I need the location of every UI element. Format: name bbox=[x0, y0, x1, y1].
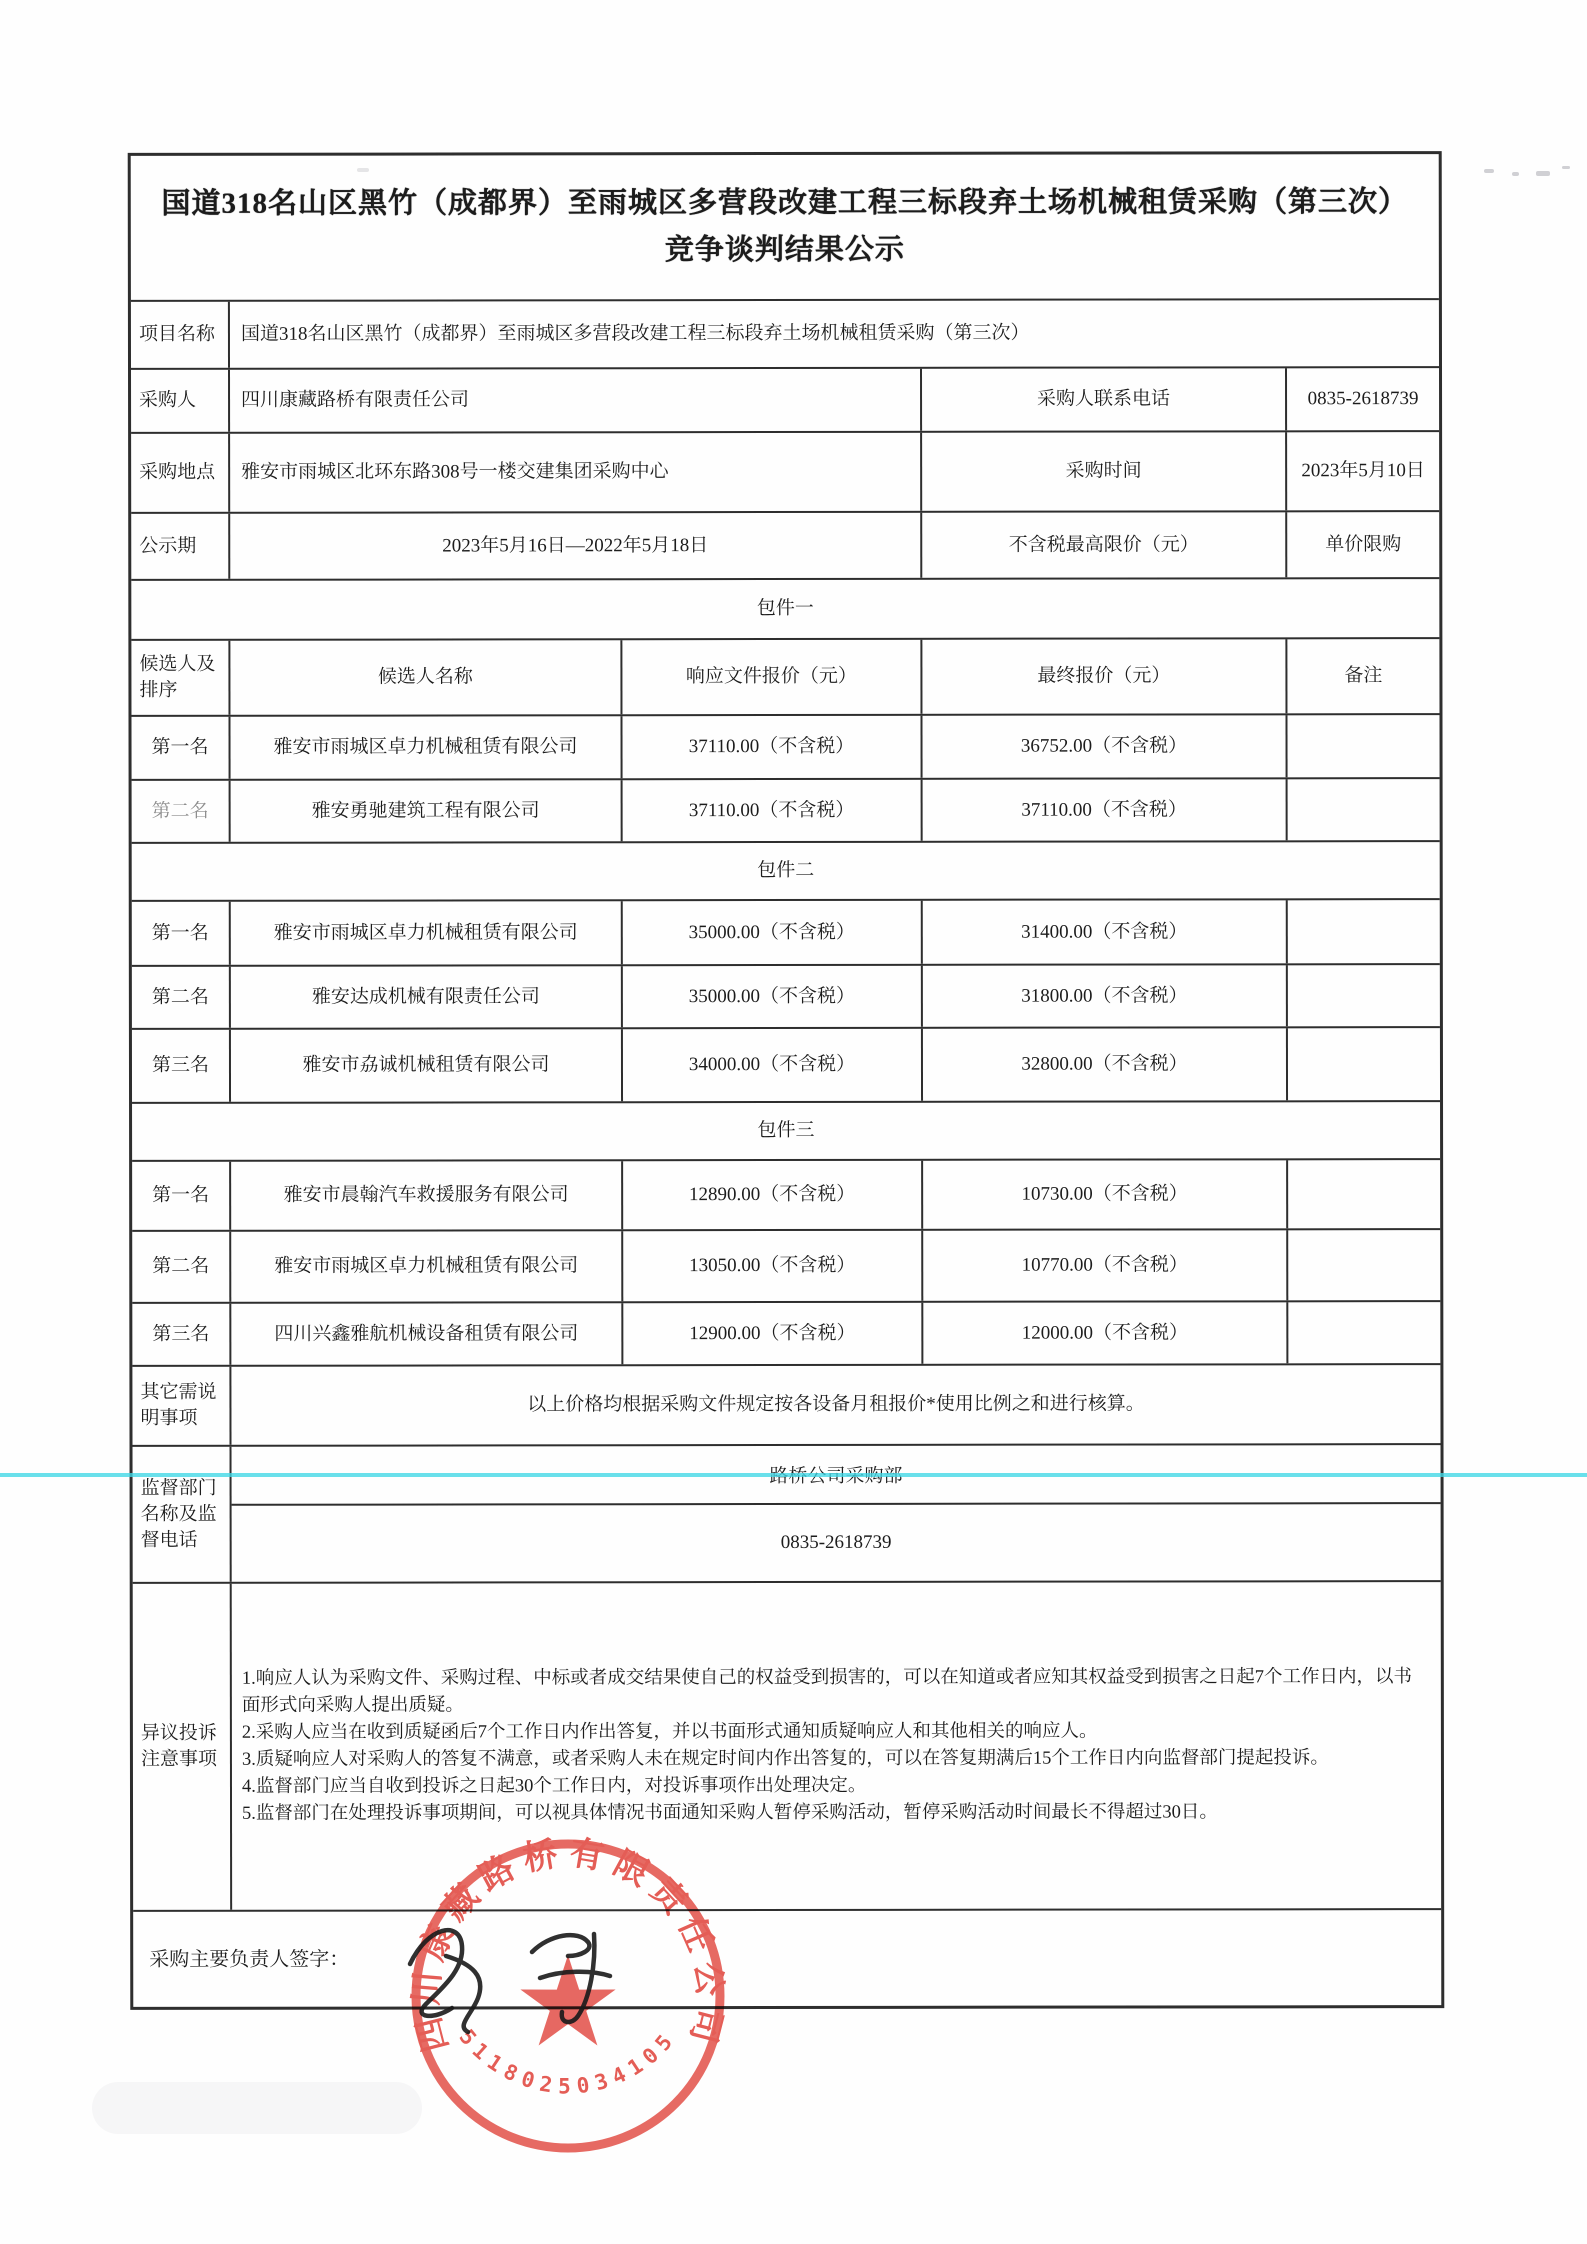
remark-cell bbox=[1288, 965, 1440, 1026]
table-row bbox=[132, 965, 1440, 1030]
response-price-cell: 37110.00（不含税） bbox=[623, 780, 923, 841]
document-title bbox=[131, 154, 1439, 300]
header-remark: 备注 bbox=[1344, 665, 1383, 687]
other-notes-label: 其它需说明事项 bbox=[132, 1367, 231, 1445]
purchaser-label: 采购人 bbox=[131, 370, 230, 432]
remark-cell bbox=[1288, 1160, 1440, 1228]
signature-label: 采购主要负责人签字： bbox=[149, 1948, 350, 1971]
max-price-value: 单价限购 bbox=[1325, 533, 1402, 555]
objection-label: 异议投诉注意事项 bbox=[133, 1584, 232, 1910]
final-price-cell: 32800.00（不含税） bbox=[923, 1028, 1288, 1101]
document-title-line1: 国道318名山区黑竹（成都界）至雨城区多营段改建工程三标段弃土场机械租赁采购（第三次） bbox=[161, 186, 1409, 220]
candidate-name-cell: 雅安市晨翰汽车救援服务有限公司 bbox=[231, 1161, 623, 1230]
purchaser-phone-label: 采购人联系电话 bbox=[922, 368, 1287, 431]
location-label: 采购地点 bbox=[131, 434, 230, 512]
scan-speck bbox=[357, 168, 369, 172]
remark-cell bbox=[1288, 779, 1440, 840]
rank-cell: 第三名 bbox=[132, 1030, 231, 1102]
header-rank: 候选人及排序 bbox=[131, 641, 230, 715]
project-name-value: 国道318名山区黑竹（成都界）至雨城区多营段改建工程三标段弃土场机械租赁采购（第三次） bbox=[240, 322, 1030, 345]
objection-item: 5.监督部门在处理投诉事项期间，可以视具体情况书面通知采购人暂停采购活动，暂停采购活动时间最长不得超过30日。 bbox=[242, 1802, 1218, 1824]
table-row bbox=[132, 1028, 1440, 1104]
rank-cell: 第二名 bbox=[132, 1232, 231, 1302]
max-price-label: 不含税最高限价（元） bbox=[922, 512, 1287, 578]
table-row bbox=[132, 779, 1440, 844]
header-final-price: 最终报价（元） bbox=[922, 639, 1287, 714]
publicity-value: 2023年5月16日—2022年5月18日 bbox=[230, 513, 922, 579]
table-row bbox=[132, 900, 1440, 967]
publicity-label: 公示期 bbox=[131, 514, 230, 579]
supervision-phone: 0835-2618739 bbox=[780, 1531, 892, 1554]
final-price-cell: 37110.00（不含税） bbox=[923, 779, 1288, 841]
publicity-row bbox=[131, 512, 1439, 581]
rank-cell: 第二名 bbox=[132, 967, 231, 1028]
final-price-cell: 12000.00（不含税） bbox=[923, 1302, 1288, 1364]
location-row bbox=[131, 432, 1439, 514]
objection-item: 2.采购人应当在收到质疑函后7个工作日内作出答复，并以书面形式通知质疑响应人和其他相关的响应人。 bbox=[241, 1721, 1098, 1743]
supervision-values bbox=[232, 1445, 1441, 1582]
candidate-name-cell: 雅安市雨城区卓力机械租赁有限公司 bbox=[231, 901, 623, 965]
purchase-time-value: 2023年5月10日 bbox=[1301, 460, 1425, 482]
seal-company-text: 四川康藏路桥有限责任公司 bbox=[407, 1835, 729, 2056]
scan-smudge bbox=[92, 2082, 422, 2134]
rank-cell: 第一名 bbox=[131, 717, 230, 779]
scan-artifact-line bbox=[0, 1473, 1587, 1477]
package3-title-row bbox=[132, 1102, 1440, 1162]
response-price-cell: 35000.00（不含税） bbox=[623, 901, 923, 964]
table-row bbox=[132, 1302, 1440, 1367]
supervision-row bbox=[133, 1445, 1441, 1584]
response-price-cell: 37110.00（不含税） bbox=[622, 716, 922, 778]
scan-speck bbox=[1512, 172, 1519, 176]
response-price-cell: 35000.00（不含税） bbox=[623, 966, 923, 1027]
scan-speck bbox=[1562, 166, 1570, 169]
purchaser-phone-value: 0835-2618739 bbox=[1307, 388, 1419, 410]
remark-cell bbox=[1288, 1302, 1440, 1363]
table-row bbox=[132, 1160, 1440, 1232]
objection-item: 1.响应人认为采购文件、采购过程、中标或者成交结果使自己的权益受到损害的，可以在知道或者应知其权益受到损害之日起7个工作日内，以书面形式向采购人提出质疑。 bbox=[241, 1667, 1412, 1716]
other-notes-value: 以上价格均根据采购文件规定按各设备月租报价*使用比例之和进行核算。 bbox=[527, 1393, 1145, 1416]
rank-cell: 第三名 bbox=[132, 1304, 231, 1365]
scan-speck bbox=[1484, 169, 1494, 173]
header-response-price: 响应文件报价（元） bbox=[622, 640, 922, 714]
rank-cell: 第一名 bbox=[132, 1162, 231, 1230]
scan-speck bbox=[1536, 171, 1550, 176]
candidate-name-cell: 四川兴鑫雅航机械设备租赁有限公司 bbox=[231, 1303, 623, 1365]
table-row bbox=[132, 1230, 1440, 1304]
location-value: 雅安市雨城区北环东路308号一楼交建集团采购中心 bbox=[230, 433, 922, 512]
response-price-cell: 13050.00（不含税） bbox=[623, 1231, 923, 1301]
package2-title-row bbox=[132, 842, 1440, 902]
objection-item: 4.监督部门应当自收到投诉之日起30个工作日内，对投诉事项作出处理决定。 bbox=[241, 1775, 867, 1797]
objection-item: 3.质疑响应人对采购人的答复不满意，或者采购人未在规定时间内作出答复的，可以在答复期满后15个工作日内向监督部门提起投诉。 bbox=[241, 1748, 1329, 1770]
table-row bbox=[131, 715, 1439, 781]
candidate-name-cell: 雅安市雨城区卓力机械租赁有限公司 bbox=[231, 1231, 623, 1302]
project-name-row bbox=[131, 300, 1439, 370]
procurement-result-table bbox=[128, 151, 1445, 2010]
package1-title-row bbox=[131, 579, 1439, 641]
remark-cell bbox=[1287, 715, 1439, 777]
final-price-cell: 10770.00（不含税） bbox=[923, 1230, 1288, 1301]
remark-cell bbox=[1288, 1028, 1440, 1100]
response-price-cell: 12900.00（不含税） bbox=[623, 1303, 923, 1364]
response-price-cell: 34000.00（不含税） bbox=[623, 1029, 923, 1101]
seal-serial-number: 5118025034105 bbox=[454, 2024, 682, 2099]
purchase-time-label: 采购时间 bbox=[922, 432, 1287, 511]
candidate-name-cell: 雅安市劦诚机械租赁有限公司 bbox=[231, 1029, 623, 1102]
remark-cell bbox=[1288, 900, 1440, 963]
package1-title: 包件一 bbox=[756, 597, 814, 620]
handwritten-signature bbox=[382, 1912, 692, 2042]
objection-row bbox=[133, 1582, 1441, 1912]
purchaser-value: 四川康藏路桥有限责任公司 bbox=[230, 369, 922, 432]
document-title-line2: 竞争谈判结果公示 bbox=[664, 233, 905, 267]
project-name-label: 项目名称 bbox=[131, 302, 230, 368]
other-notes-row bbox=[132, 1365, 1440, 1447]
final-price-cell: 36752.00（不含税） bbox=[922, 715, 1287, 778]
final-price-cell: 10730.00（不含税） bbox=[923, 1160, 1288, 1229]
title-row bbox=[131, 154, 1439, 302]
final-price-cell: 31800.00（不含税） bbox=[923, 965, 1288, 1027]
signature-row bbox=[133, 1910, 1441, 2007]
package3-title: 包件三 bbox=[757, 1119, 815, 1142]
candidate-name-cell: 雅安达成机械有限责任公司 bbox=[231, 966, 623, 1028]
candidate-name-cell: 雅安勇驰建筑工程有限公司 bbox=[231, 780, 623, 842]
candidates-header-row bbox=[131, 639, 1439, 717]
package2-title: 包件二 bbox=[757, 859, 815, 882]
response-price-cell: 12890.00（不含税） bbox=[623, 1161, 923, 1229]
rank-cell: 第二名 bbox=[132, 781, 231, 842]
purchaser-row bbox=[131, 368, 1439, 434]
final-price-cell: 31400.00（不含税） bbox=[923, 900, 1288, 964]
header-candidate-name: 候选人名称 bbox=[230, 640, 622, 715]
supervision-label: 监督部门名称及监督电话 bbox=[133, 1447, 232, 1582]
candidate-name-cell: 雅安市雨城区卓力机械租赁有限公司 bbox=[230, 716, 622, 779]
remark-cell bbox=[1288, 1230, 1440, 1300]
rank-cell: 第一名 bbox=[132, 902, 231, 965]
